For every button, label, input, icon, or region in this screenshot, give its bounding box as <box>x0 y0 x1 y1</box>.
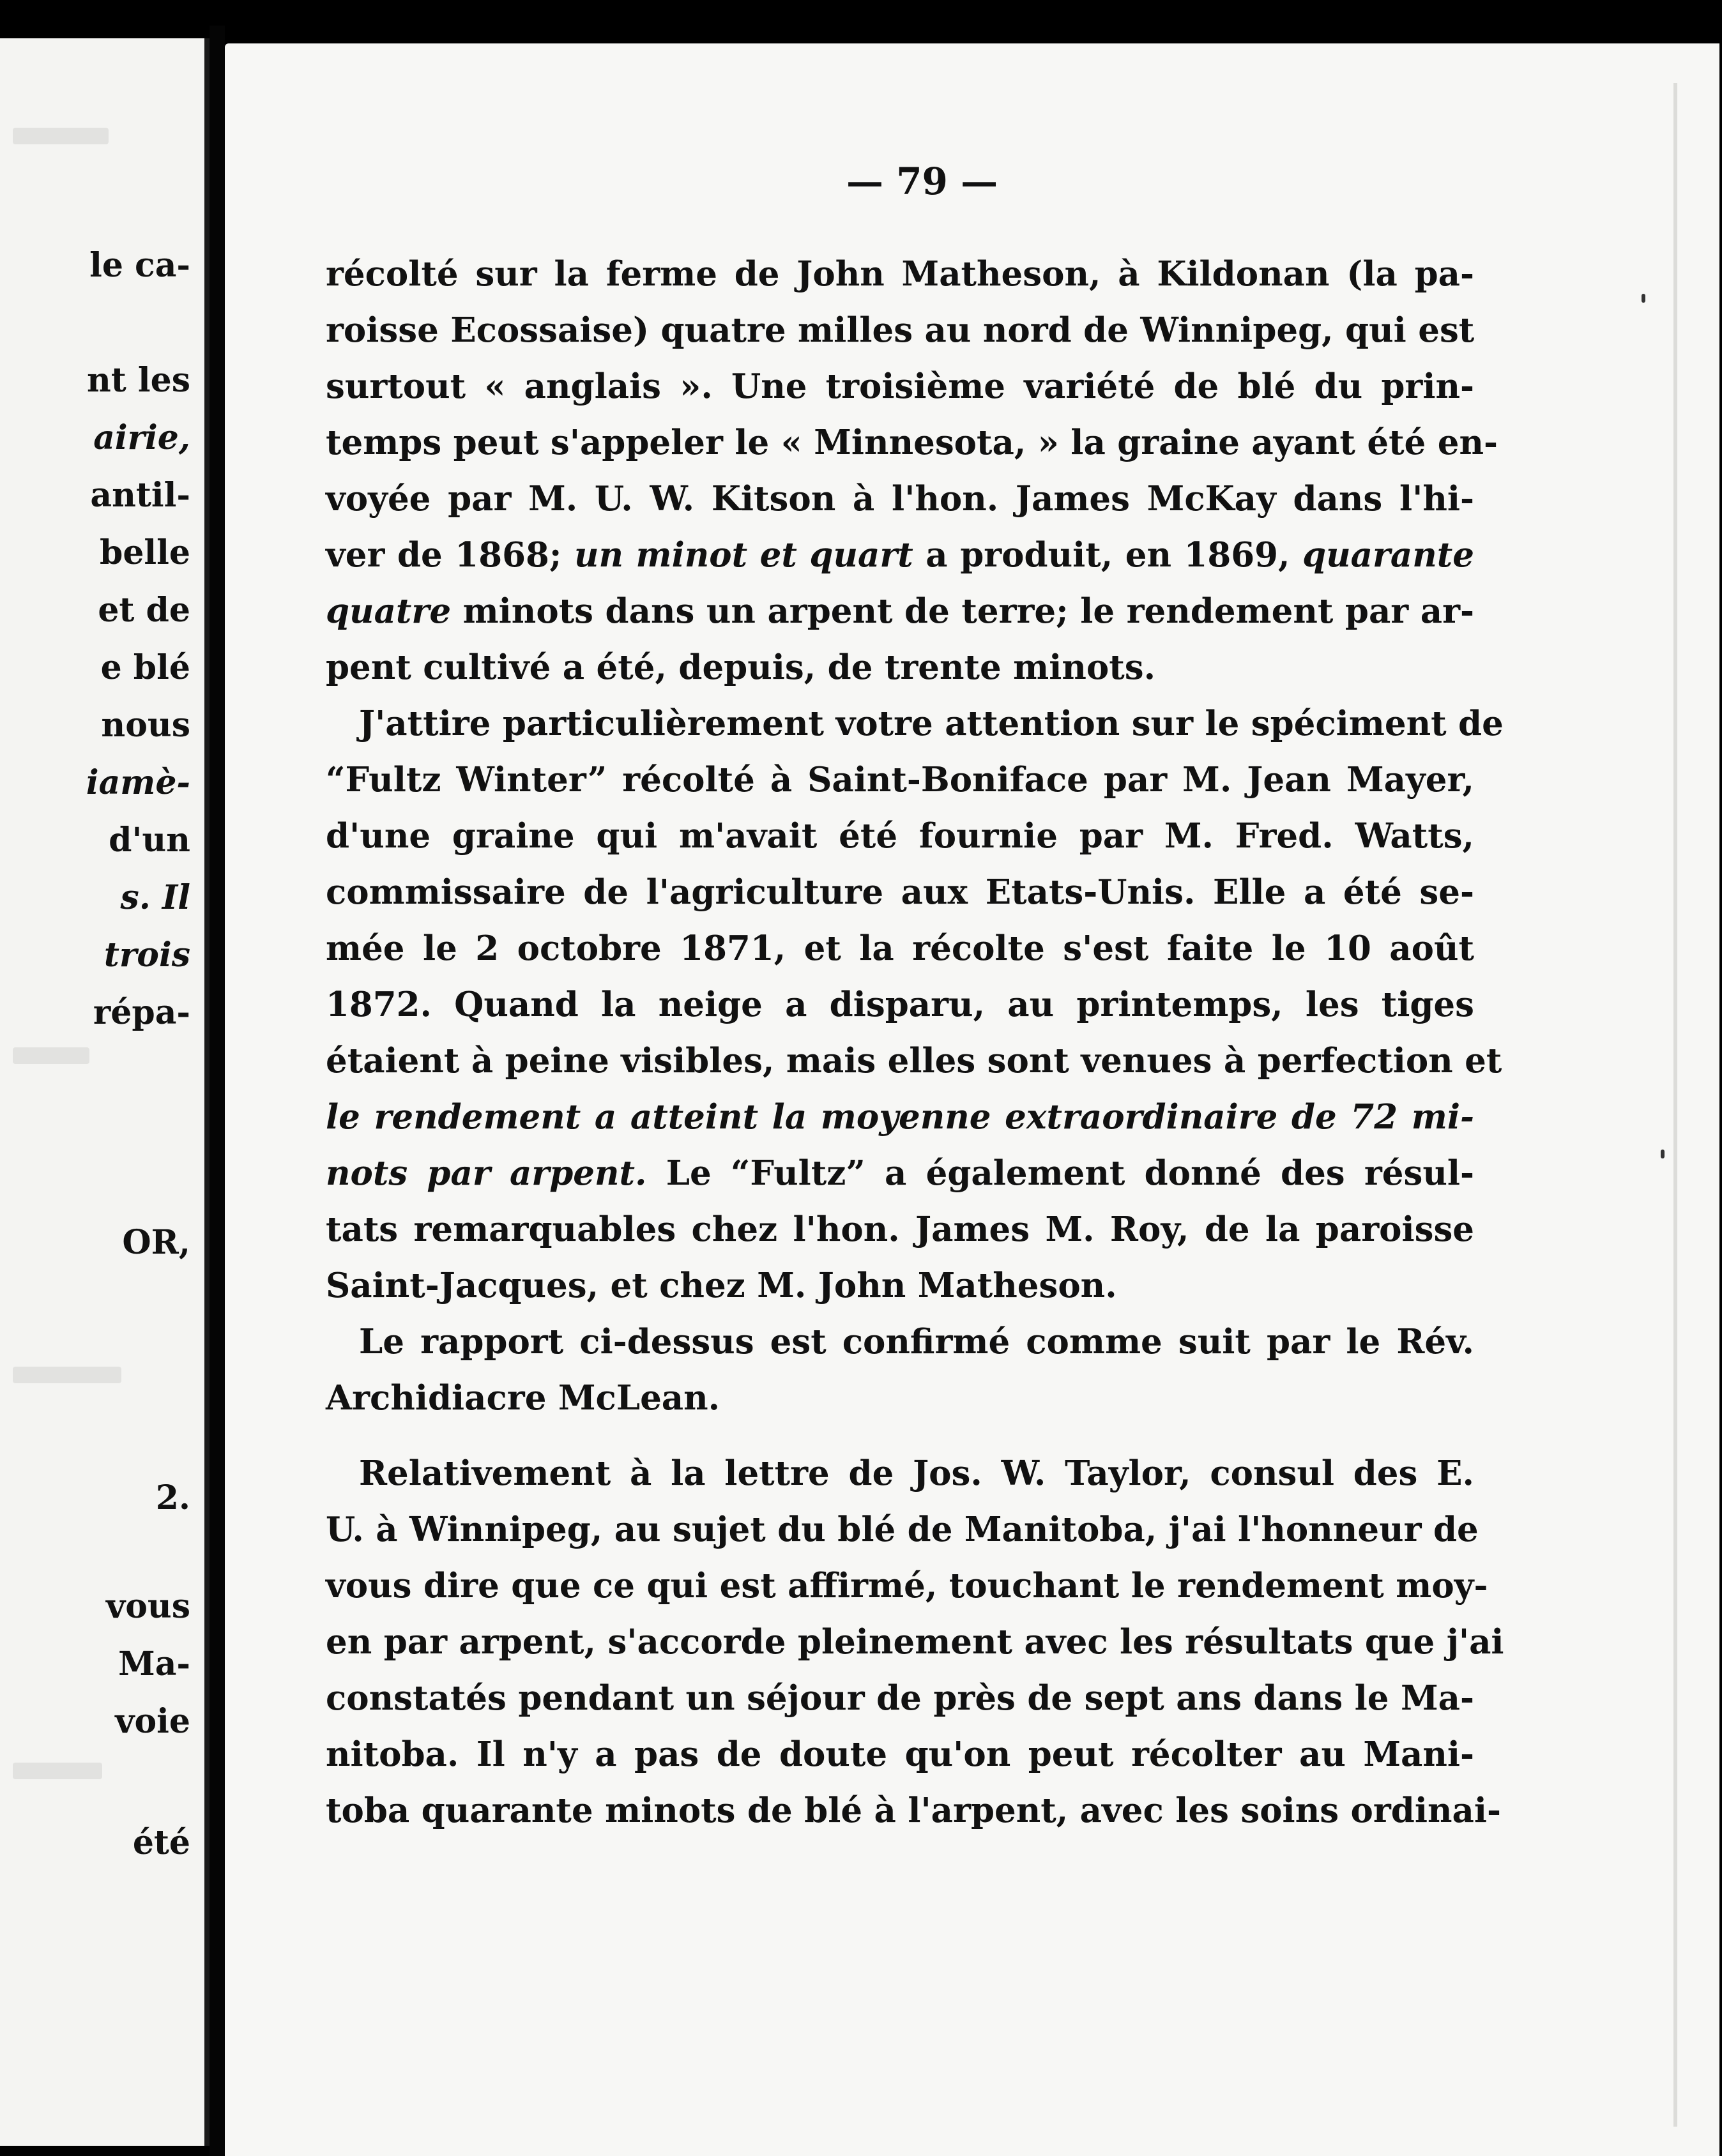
text-line: commissaire de l'agriculture aux Etats-Unis. Elle a été se- <box>326 872 1474 912</box>
left-page-line: répa- <box>93 993 190 1032</box>
left-page-line: iamè- <box>86 763 190 802</box>
page-number: — 79 — <box>846 160 998 203</box>
text-line: en par arpent, s'accorde pleinement avec les résultats que j'ai <box>326 1622 1504 1662</box>
text-line: Saint-Jacques, et chez M. John Matheson. <box>326 1266 1117 1305</box>
bleed-through-mark <box>13 1763 102 1779</box>
bleed-through-mark <box>13 1047 89 1064</box>
left-page-line: 2. <box>155 1478 190 1517</box>
text-line: 1872. Quand la neige a disparu, au printemps, les tiges <box>326 985 1474 1024</box>
left-page-line: e blé <box>100 648 190 687</box>
page-edge-shadow <box>1673 83 1677 2127</box>
left-page-line: s. Il <box>120 878 190 917</box>
left-page-line: d'un <box>109 821 190 860</box>
left-page-line: nous <box>101 706 190 745</box>
text-line: temps peut s'appeler le « Minnesota, » la graine ayant été en- <box>326 423 1498 462</box>
text-line: nitoba. Il n'y a pas de doute qu'on peut récolter au Mani- <box>326 1735 1474 1774</box>
left-page-line: belle <box>99 533 190 572</box>
text-line: récolté sur la ferme de John Matheson, à Kildonan (la pa- <box>326 254 1474 294</box>
text-line: J'attire particulièrement votre attention sur le spéciment de <box>359 704 1504 743</box>
left-page-line: antil- <box>90 476 190 515</box>
left-page-line: et de <box>98 591 190 630</box>
left-page-line: le ca- <box>89 246 190 285</box>
bleed-through-mark <box>13 128 109 144</box>
left-page-line: voie <box>115 1702 190 1741</box>
text-line: quatre minots dans un arpent de terre; le rendement par ar- <box>326 591 1474 631</box>
scan-speck <box>1661 1150 1665 1158</box>
text-line: surtout « anglais ». Une troisième variété de blé du prin- <box>326 367 1474 406</box>
text-line: étaient à peine visibles, mais elles sont venues à perfection et <box>326 1041 1502 1081</box>
text-line: le rendement a atteint la moyenne extraordinaire de 72 mi- <box>326 1097 1474 1137</box>
text-line: Le rapport ci-dessus est confirmé comme suit par le Rév. <box>359 1322 1474 1362</box>
text-line: d'une graine qui m'avait été fournie par M. Fred. Watts, <box>326 816 1474 856</box>
text-line: Relativement à la lettre de Jos. W. Taylor, consul des E. <box>359 1454 1474 1493</box>
left-page-line: airie, <box>93 418 190 457</box>
text-line: ver de 1868; un minot et quart a produit, en 1869, quarante <box>326 535 1474 575</box>
text-line: nots par arpent. Le “Fultz” a également donné des résul- <box>326 1153 1474 1193</box>
text-line: mée le 2 octobre 1871, et la récolte s'est faite le 10 août <box>326 929 1474 968</box>
text-line: toba quarante minots de blé à l'arpent, avec les soins ordinai- <box>326 1791 1501 1830</box>
left-page-line: Ma- <box>118 1644 190 1683</box>
text-line: constatés pendant un séjour de près de sept ans dans le Ma- <box>326 1678 1474 1718</box>
text-line: Archidiacre McLean. <box>326 1378 720 1418</box>
text-line: “Fultz Winter” récolté à Saint-Boniface par M. Jean Mayer, <box>326 760 1474 800</box>
bleed-through-mark <box>13 1367 121 1383</box>
text-line: voyée par M. U. W. Kitson à l'hon. James McKay dans l'hi- <box>326 479 1474 519</box>
left-page-line: nt les <box>86 361 190 400</box>
scan-speck <box>1642 294 1645 303</box>
text-line: roisse Ecossaise) quatre milles au nord de Winnipeg, qui est <box>326 310 1475 350</box>
page-body-text <box>326 246 1504 1839</box>
left-page-line: été <box>132 1823 190 1862</box>
text-line: pent cultivé a été, depuis, de trente minots. <box>326 648 1156 687</box>
left-page-line: trois <box>103 936 190 975</box>
left-page-line: vous <box>106 1587 190 1626</box>
previous-page-fragment <box>0 38 210 2146</box>
text-line: tats remarquables chez l'hon. James M. Roy, de la paroisse <box>326 1210 1474 1249</box>
text-line: vous dire que ce qui est affirmé, touchant le rendement moy- <box>326 1566 1488 1606</box>
text-line: U. à Winnipeg, au sujet du blé de Manitoba, j'ai l'honneur de <box>326 1510 1479 1549</box>
book-gutter <box>210 26 225 2156</box>
left-page-line: OR, <box>122 1223 190 1262</box>
